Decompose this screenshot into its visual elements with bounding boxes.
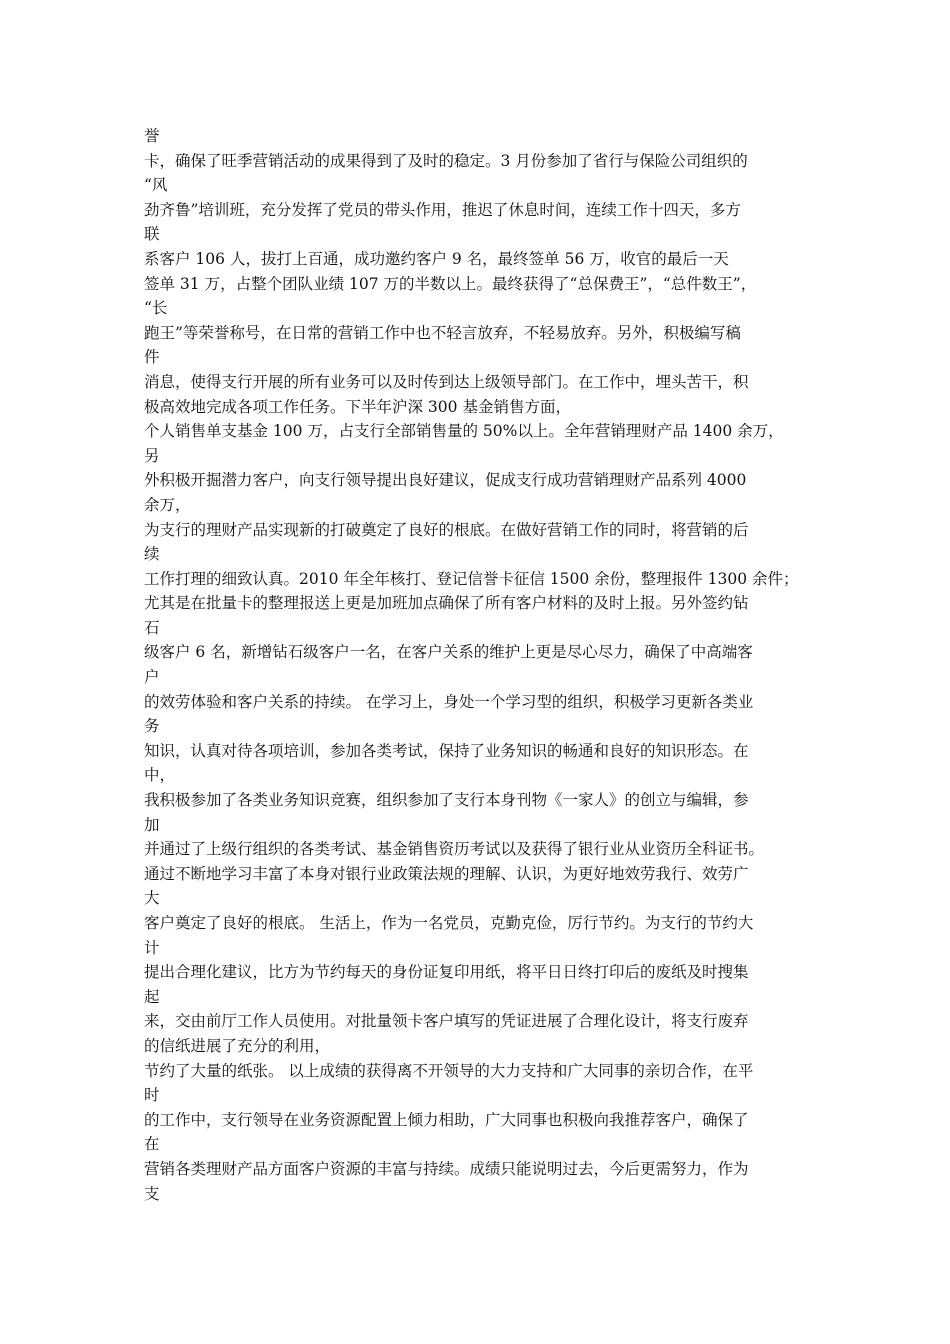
text-line: 劲齐鲁”培训班，充分发挥了党员的带头作用，推迟了休息时间，连续工作十四天，多方 <box>144 200 741 219</box>
text-line: 提出合理化建议，比方为节约每天的身份证复印用纸，将平日日终打印后的废纸及时搜集 <box>144 963 749 982</box>
text-line: “长 <box>144 299 168 318</box>
text-line: 的工作中，支行领导在业务资源配置上倾力相助，广大同事也积极向我推荐客户，确保了 <box>144 1110 749 1129</box>
text-line: 个人销售单支基金 100 万，占支行全部销售量的 50%以上。全年营销理财产品 1400 余万， <box>144 422 784 441</box>
text-line: 誉 <box>144 127 160 145</box>
text-line: 起 <box>144 987 160 1006</box>
text-line: 外积极开掘潜力客户，向支行领导提出良好建议，促成支行成功营销理财产品系列 4000 <box>144 471 747 490</box>
text-line: 极高效地完成各项工作任务。下半年沪深 300 基金销售方面， <box>144 397 571 416</box>
text-line: 通过不断地学习丰富了本身对银行业政策法规的理解、认识，为更好地效劳我行、效劳广 <box>144 864 749 883</box>
text-line: 大 <box>144 889 160 908</box>
text-line: 工作打理的细致认真。2010 年全年核打、登记信誉卡征信 1500 余份，整理报件 1300 余件； <box>144 569 799 588</box>
text-line: 来，交由前厅工作人员使用。对批量领卡客户填写的凭证进展了合理化设计，将支行废弃 <box>144 1012 749 1031</box>
body-text <box>144 124 812 1206</box>
text-line: 的信纸进展了充分的利用， <box>144 1036 331 1055</box>
text-line: 件 <box>144 348 160 367</box>
text-line: 的效劳体验和客户关系的持续。 在学习上，身处一个学习型的组织，积极学习更新各类业 <box>144 692 754 711</box>
text-line: 我积极参加了各类业务知识竞赛，组织参加了支行本身刊物《一家人》的创立与编辑，参 <box>144 791 749 810</box>
text-line: 中， <box>144 766 176 785</box>
text-line: 卡，确保了旺季营销活动的成果得到了及时的稳定。3 月份参加了省行与保险公司组织的 <box>144 151 748 170</box>
text-line: 客户奠定了良好的根底。 生活上，作为一名党员，克勤克俭，厉行节约。为支行的节约大 <box>144 914 754 932</box>
text-line: 跑王”等荣誉称号，在日常的营销工作中也不轻言放弃，不轻易放弃。另外，积极编写稿 <box>144 323 741 342</box>
text-line: 加 <box>144 815 160 834</box>
text-line: 石 <box>144 618 160 637</box>
text-line: 支 <box>144 1184 160 1203</box>
text-line: 级客户 6 名，新增钻石级客户一名，在客户关系的维护上更是尽心尽力，确保了中高端客 <box>144 643 753 662</box>
text-line: 户 <box>144 668 160 687</box>
text-line: 营销各类理财产品方面客户资源的丰富与持续。成绩只能说明过去，今后更需努力，作为 <box>144 1159 749 1178</box>
text-line: 时 <box>144 1086 160 1105</box>
text-line: 尤其是在批量卡的整理报送上更是加班加点确保了所有客户材料的及时上报。另外签约钻 <box>144 594 749 613</box>
text-line: 知识，认真对待各项培训，参加各类考试，保持了业务知识的畅通和良好的知识形态。在 <box>144 741 749 760</box>
text-line: 务 <box>144 717 160 736</box>
text-line: 另 <box>144 446 160 465</box>
text-line: 并通过了上级行组织的各类考试、基金销售资历考试以及获得了银行业从业资历全科证书。 <box>144 840 765 859</box>
text-line: 签单 31 万，占整个团队业绩 107 万的半数以上。最终获得了“总保费王”，“总件数王”， <box>144 274 757 293</box>
text-line: 余万， <box>144 495 191 514</box>
text-line: 联 <box>144 225 160 244</box>
text-line: 节约了大量的纸张。 以上成绩的获得离不开领导的大力支持和广大同事的亲切合作，在平 <box>144 1061 754 1080</box>
text-line: “风 <box>144 176 168 195</box>
text-line: 计 <box>144 938 160 957</box>
text-line: 消息，使得支行开展的所有业务可以及时传到达上级领导部门。在工作中，埋头苦干，积 <box>144 372 749 391</box>
text-line: 为支行的理财产品实现新的打破奠定了良好的根底。在做好营销工作的同时，将营销的后 <box>144 520 749 539</box>
text-line: 续 <box>144 545 160 564</box>
text-line: 在 <box>144 1135 160 1154</box>
text-line: 系客户 106 人，拔打上百通，成功邀约客户 9 名，最终签单 56 万，收官的最后一天 <box>144 249 729 268</box>
